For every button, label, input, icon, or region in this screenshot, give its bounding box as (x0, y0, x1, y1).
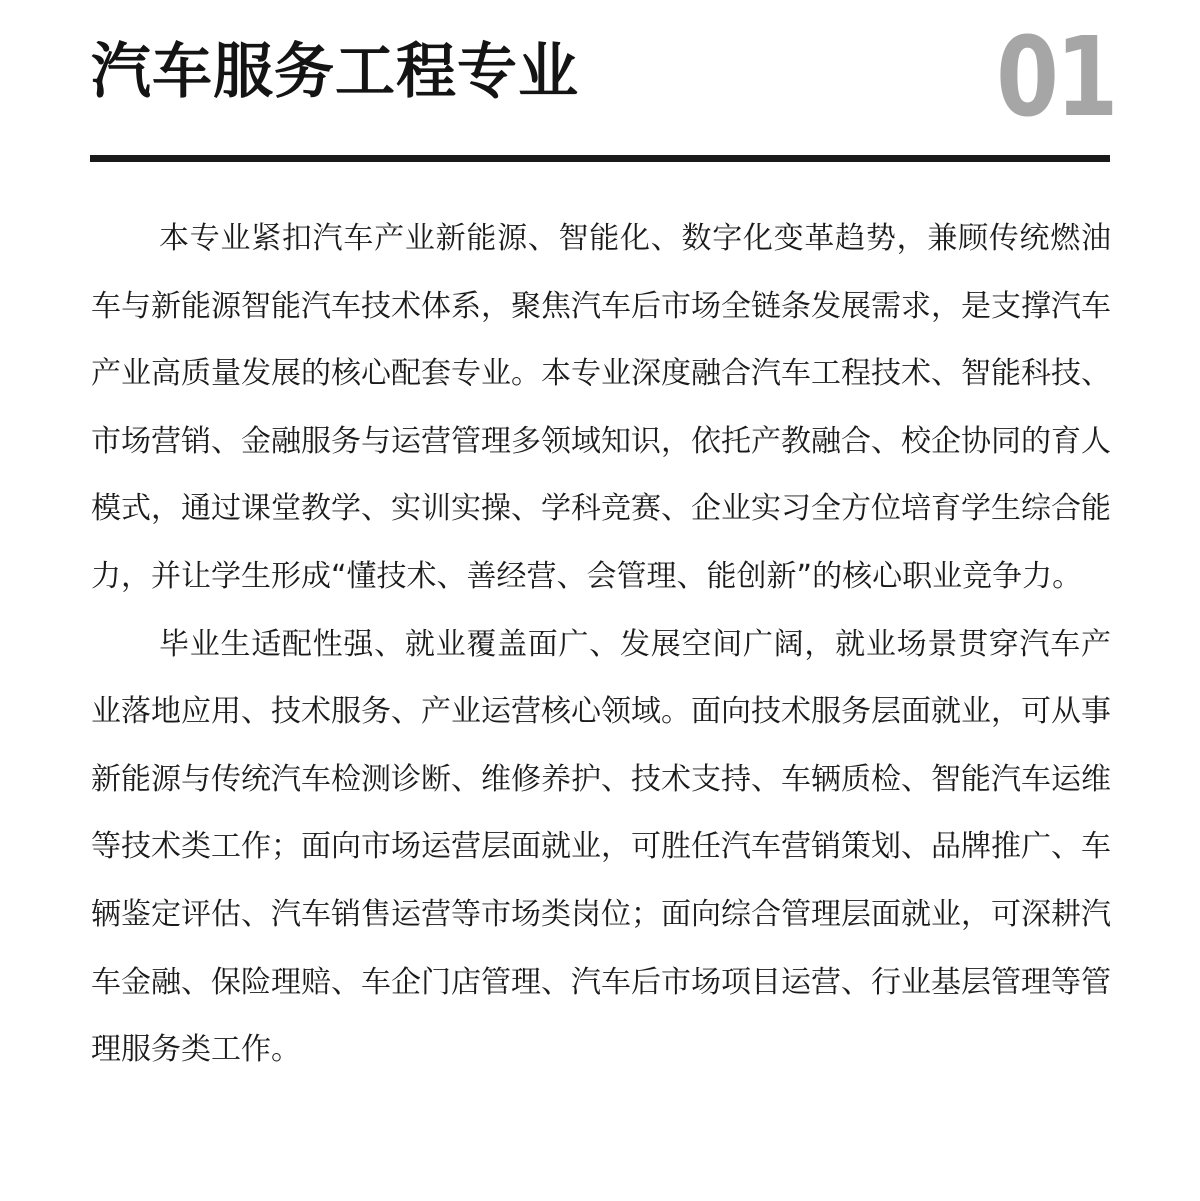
header-divider (90, 155, 1110, 162)
page-title: 汽车服务工程专业 (91, 37, 579, 107)
paragraph-intro: 本专业紧扣汽车产业新能源、智能化、数字化变革趋势，兼顾传统燃油车与新能源智能汽车技术体系，聚焦汽车后市场全链条发展需求，是支撑汽车产业高质量发展的核心配套专业。本专业深度融合汽车工程技术、智能科技、市场营销、金融服务与运营管理多领域知识，依托产教融合、校企协同的育人模式，通过课堂教学、实训实操、学科竞赛、企业实习全方位培育学生综合能力，并让学生形成“懂技术、善经营、会管理、能创新”的核心职业竞争力。 (91, 221, 1111, 594)
body-text (91, 205, 1111, 1084)
section-number: 01 (996, 13, 1115, 141)
page-header (91, 13, 1115, 141)
paragraph-employment: 毕业生适配性强、就业覆盖面广、发展空间广阔，就业场景贯穿汽车产业落地应用、技术服务、产业运营核心领域。面向技术服务层面就业，可从事新能源与传统汽车检测诊断、维修养护、技术支持、车辆质检、智能汽车运维等技术类工作；面向市场运营层面就业，可胜任汽车营销策划、品牌推广、车辆鉴定评估、汽车销售运营等市场类岗位；面向综合管理层面就业，可深耕汽车金融、保险理赔、车企门店管理、汽车后市场项目运营、行业基层管理等管理服务类工作。 (91, 626, 1111, 1068)
